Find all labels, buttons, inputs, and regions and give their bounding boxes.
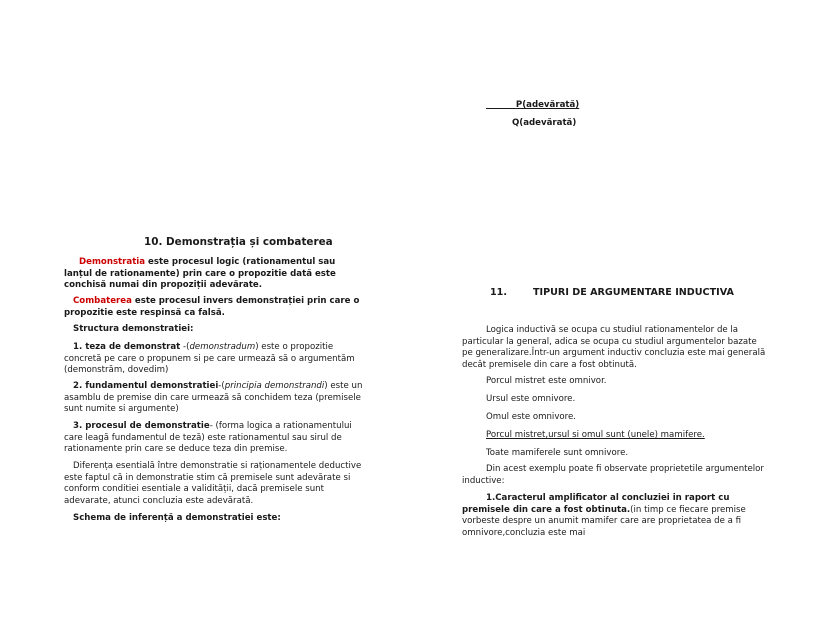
schema-conclusion-q: Q(adevărată)	[512, 118, 577, 128]
structure-item-2: 2. fundamentul demonstratiei-(principia demonstrandi) este un asamblu de premise din care urmează să conchidem teza (premisele sunt numite si argumente)	[64, 381, 363, 415]
intro-paragraph: Logica inductivă se ocupa cu studiul rationamentelor de la particular la general, adica se ocupa cu studiul argumentelor bazate pe generalizare.Într-un argument inductiv concluzia este mai generală decât premisele din care a fost obtinută.	[462, 325, 766, 370]
schema-premise-p	[486, 100, 768, 112]
premise-3: Omul este omnivore.	[486, 412, 577, 422]
observation-paragraph: Din acest exemplu poate fi observate proprietetile argumentelor inductive:	[462, 464, 764, 486]
section-title-11: 11. TIPURI DE ARGUMENTARE INDUCTIVA	[490, 287, 734, 298]
difference-paragraph: Diferența esentială între demonstratie si raționamentele deductive este faptul că in demonstratie stim că premisele sunt adevărate si conform conditiei esentiale a validității, dacă premisele sunt adevarate, atunci concluzia este adevărată.	[64, 461, 362, 506]
schema-heading: Schema de inferență a demonstratiei este:	[73, 513, 281, 523]
structure-heading: Structura demonstratiei:	[73, 324, 194, 334]
premise-1: Porcul mistret este omnivor.	[486, 376, 607, 386]
conclusion-line: Porcul mistret,ursul si omul sunt (unele) mamifere.	[486, 430, 705, 440]
point-1: 1.Caracterul amplificator al concluziei in raport cu premisele din care a fost obtinuta.(in timp ce fiecare premise vorbeste despre un anumit mamifer care are proprietatea de a fi omnivore,concluzia este mai	[462, 493, 746, 538]
definition-combaterea: Combaterea este procesul invers demonstrației prin care o propozitie este respinsă ca falsă.	[64, 296, 360, 318]
schema-underline: P(adevărată)	[515, 100, 580, 110]
term-demonstratia: Demonstratia	[79, 257, 146, 267]
definition-demonstration: Demonstratia este procesul logic (rationamentul sau lanțul de rationamente) prin care o propozitie dată este conchisă numai din propoziții adevărate.	[64, 257, 336, 291]
term-combaterea: Combaterea	[73, 296, 132, 306]
structure-item-3: 3. procesul de demonstratie- (forma logica a rationamentului care leagă fundamentul de teză) este rationamentul sau sirul de rationamente prin care se deduce teza din premise.	[64, 421, 352, 455]
section-title-10: 10. Demonstrația și combaterea	[144, 236, 333, 248]
premise-2: Ursul este omnivore.	[486, 394, 576, 404]
structure-item-1: 1. teza de demonstrat -(demonstradum) este o propozitie concretă pe care o propunem si pe care urmează să o argumentăm (demonstrăm, dovedim)	[64, 342, 355, 376]
extra-line: Toate mamiferele sunt omnivore.	[486, 448, 629, 458]
